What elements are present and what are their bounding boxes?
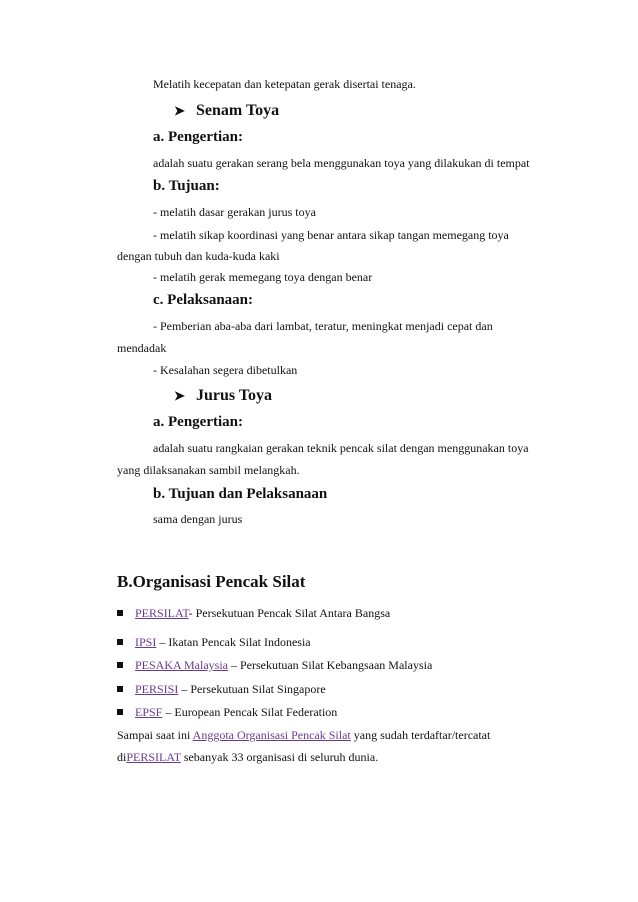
list-item: PERSILAT- Persekutuan Pencak Silat Antara Bangsa [135,606,391,620]
epsf-link[interactable]: EPSF [135,705,163,719]
arrow-bullet-icon: ➤ [174,388,185,403]
senam-toya-title: Senam Toya [196,102,280,119]
senam-pelaksanaan-label: c. Pelaksanaan: [153,292,254,308]
senam-tujuan-label: b. Tujuan: [153,178,220,194]
jurus-pengertian-line: adalah suatu rangkaian gerakan teknik pencak silat dengan menggunakan toya [153,441,529,455]
arrow-bullet-icon: ➤ [174,103,185,118]
senam-pengertian-label: a. Pengertian: [153,129,243,145]
list-item: PERSISI – Persekutuan Silat Singapore [135,682,326,696]
ipsi-link[interactable]: IPSI [135,635,157,649]
square-bullet-icon [117,662,123,668]
jurus-toya-title: Jurus Toya [196,387,273,404]
senam-tujuan-item: - melatih gerak memegang toya dengan benar [153,270,373,284]
jurus-toya-heading [174,386,272,406]
square-bullet-icon [117,639,123,645]
senam-pelaksanaan-item: - Kesalahan segera dibetulkan [153,363,298,377]
organisasi-heading: B.Organisasi Pencak Silat [117,572,306,591]
intro-line: Melatih kecepatan dan ketepatan gerak disertai tenaga. [153,77,416,91]
closing-line-2: diPERSILAT sebanyak 33 organisasi di seluruh dunia. [117,750,379,764]
persilat-link[interactable]: PERSILAT [126,750,181,764]
square-bullet-icon [117,709,123,715]
senam-tujuan-item: - melatih dasar gerakan jurus toya [153,205,316,219]
list-item: PESAKA Malaysia – Persekutuan Silat Kebangsaan Malaysia [135,658,433,672]
senam-pengertian-text: adalah suatu gerakan serang bela menggunakan toya yang dilakukan di tempat [153,156,530,170]
senam-tujuan-item: dengan tubuh dan kuda-kuda kaki [117,249,280,263]
persisi-link[interactable]: PERSISI [135,682,179,696]
senam-toya-heading [174,101,279,121]
square-bullet-icon [117,610,123,616]
pesaka-malaysia-link[interactable]: PESAKA Malaysia [135,658,228,672]
senam-pelaksanaan-item: mendadak [117,341,167,355]
jurus-pengertian-line: yang dilaksanakan sambil melangkah. [117,463,300,477]
list-item: EPSF – European Pencak Silat Federation [135,705,338,719]
jurus-tujuan-text: sama dengan jurus [153,512,243,526]
senam-pelaksanaan-item: - Pemberian aba-aba dari lambat, teratur, meningkat menjadi cepat dan [153,319,493,333]
persilat-link[interactable]: PERSILAT [135,606,189,620]
closing-line-1: Sampai saat ini Anggota Organisasi Pencak Silat yang sudah terdaftar/tercatat [117,728,491,742]
square-bullet-icon [117,686,123,692]
jurus-pengertian-label: a. Pengertian: [153,414,243,430]
senam-tujuan-item: - melatih sikap koordinasi yang benar antara sikap tangan memegang toya [153,228,509,242]
jurus-tujuan-label: b. Tujuan dan Pelaksanaan [153,486,328,502]
list-item: IPSI – Ikatan Pencak Silat Indonesia [135,635,311,649]
anggota-organisasi-link[interactable]: Anggota Organisasi Pencak Silat [192,728,351,742]
